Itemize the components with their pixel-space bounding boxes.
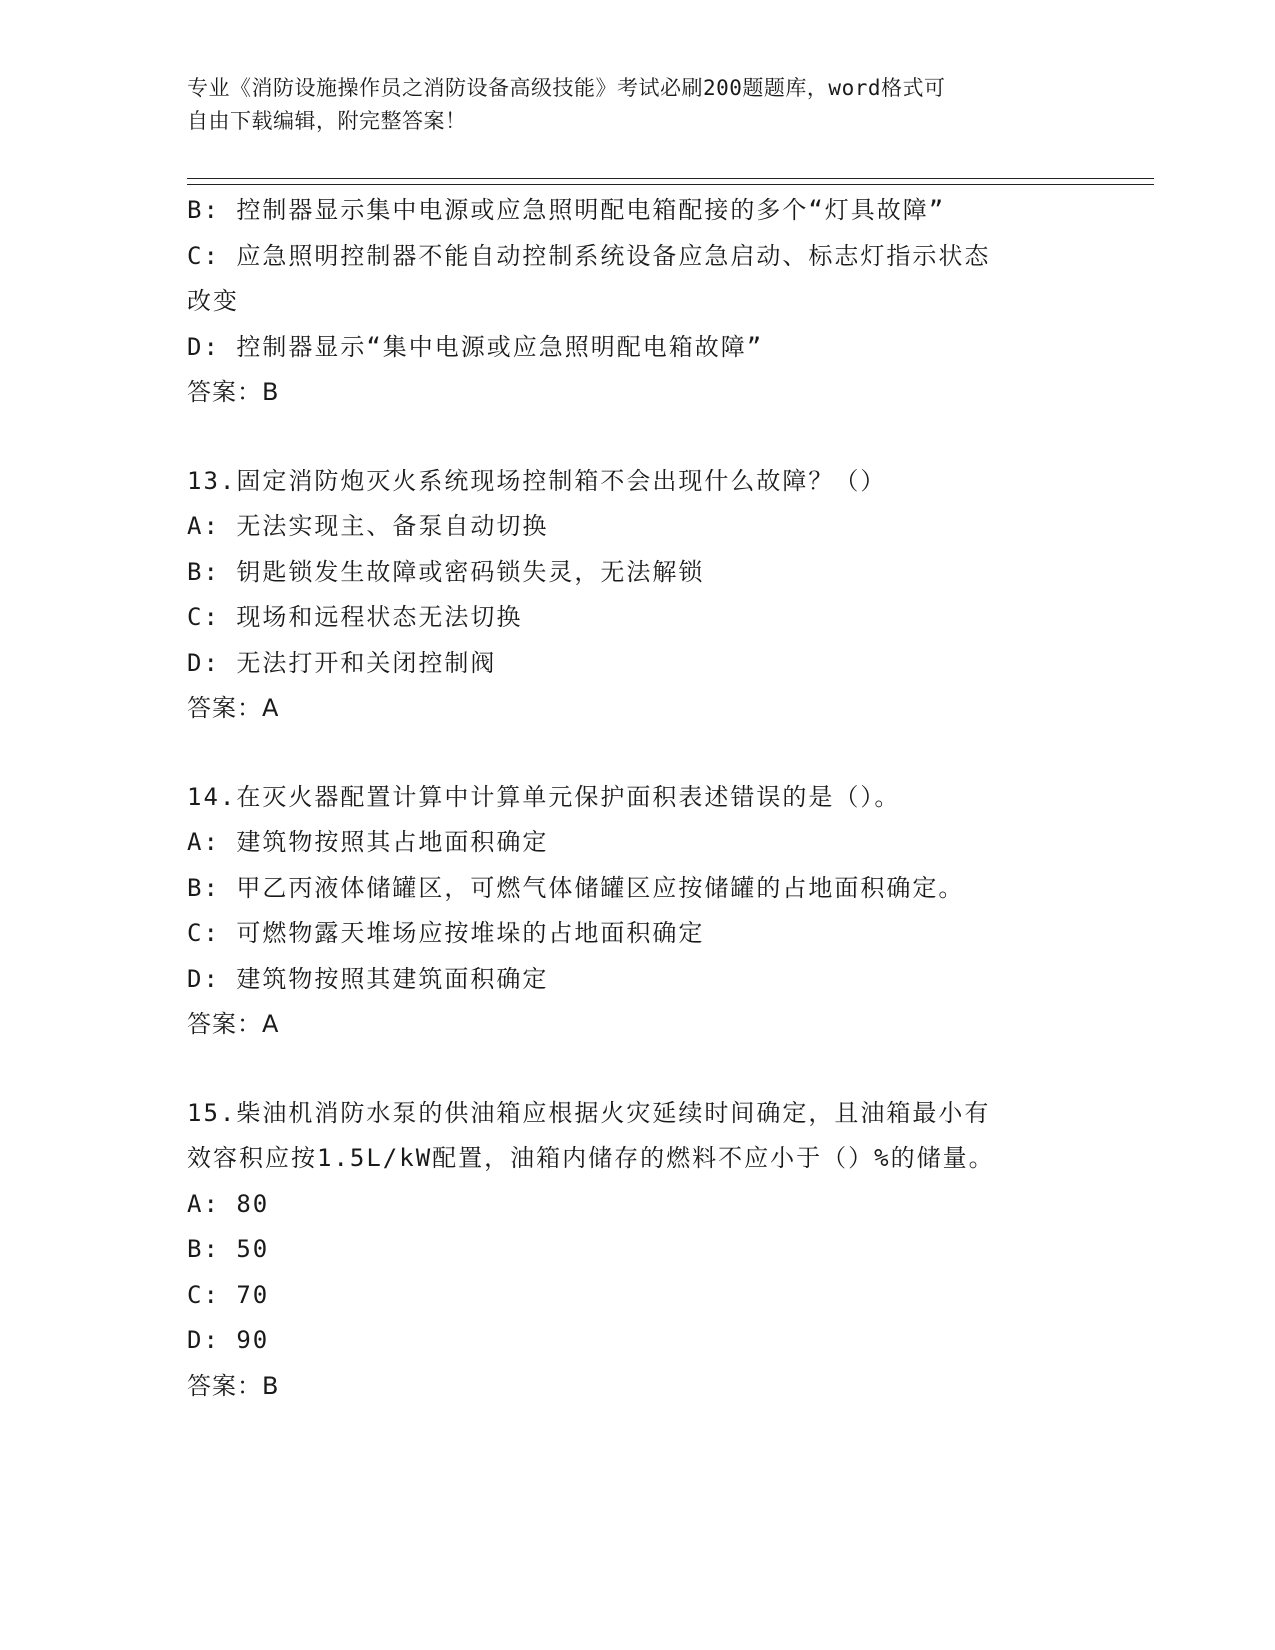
- header-line-1: 专业《消防设施操作员之消防设备高级技能》考试必刷200题题库，word格式可: [187, 76, 946, 100]
- q14-answer: 答案：A: [187, 1010, 280, 1038]
- q15-option-c: C: 70: [187, 1280, 270, 1309]
- question-14: [187, 775, 1077, 1048]
- q13-option-d: D: 无法打开和关闭控制阀: [187, 648, 497, 677]
- question-12-tail: [187, 188, 1077, 416]
- q13-option-a: A: 无法实现主、备泵自动切换: [187, 512, 549, 540]
- q13-option-c: C: 现场和远程状态无法切换: [187, 603, 523, 631]
- q15-stem-line-1: 15.柴油机消防水泵的供油箱应根据火灾延续时间确定，且油箱最小有: [187, 1098, 991, 1127]
- q14-option-b: B: 甲乙丙液体储罐区，可燃气体储罐区应按储罐的占地面积确定。: [187, 873, 965, 902]
- q15-stem-line-2: 效容积应按1.5L/kW配置，油箱内储存的燃料不应小于（）%的储量。: [187, 1144, 995, 1172]
- q13-answer: 答案：A: [187, 694, 280, 722]
- q13-option-b: B: 钥匙锁发生故障或密码锁失灵，无法解锁: [187, 557, 705, 586]
- q15-answer: 答案：B: [187, 1371, 280, 1400]
- document-header: [187, 72, 1067, 138]
- q13-stem: 13.固定消防炮灭火系统现场控制箱不会出现什么故障？（）: [187, 466, 887, 495]
- q14-stem: 14.在灭火器配置计算中计算单元保护面积表述错误的是（）。: [187, 782, 901, 811]
- question-spacer: [187, 732, 1077, 775]
- q12-option-d: D: 控制器显示“集中电源或应急照明配电箱故障”: [187, 332, 764, 361]
- q14-option-a: A: 建筑物按照其占地面积确定: [187, 828, 549, 856]
- q12-option-c-line-2: 改变: [187, 287, 239, 315]
- question-spacer: [187, 1048, 1077, 1091]
- q15-option-a: A: 80: [187, 1189, 270, 1218]
- q15-option-b: B: 50: [187, 1235, 270, 1263]
- question-13: [187, 459, 1077, 732]
- q12-option-b: B: 控制器显示集中电源或应急照明配电箱配接的多个“灯具故障”: [187, 196, 946, 224]
- question-spacer: [187, 416, 1077, 459]
- question-list: [187, 188, 1077, 1409]
- question-15: [187, 1091, 1077, 1410]
- q15-option-d: D: 90: [187, 1326, 270, 1354]
- q14-option-c: C: 可燃物露天堆场应按堆垛的占地面积确定: [187, 919, 705, 947]
- q14-option-d: D: 建筑物按照其建筑面积确定: [187, 964, 549, 993]
- header-divider: [187, 178, 1154, 185]
- q12-option-c-line-1: C: 应急照明控制器不能自动控制系统设备应急启动、标志灯指示状态: [187, 241, 991, 270]
- header-line-2: 自由下载编辑，附完整答案！: [187, 109, 467, 133]
- q12-answer: 答案：B: [187, 378, 280, 406]
